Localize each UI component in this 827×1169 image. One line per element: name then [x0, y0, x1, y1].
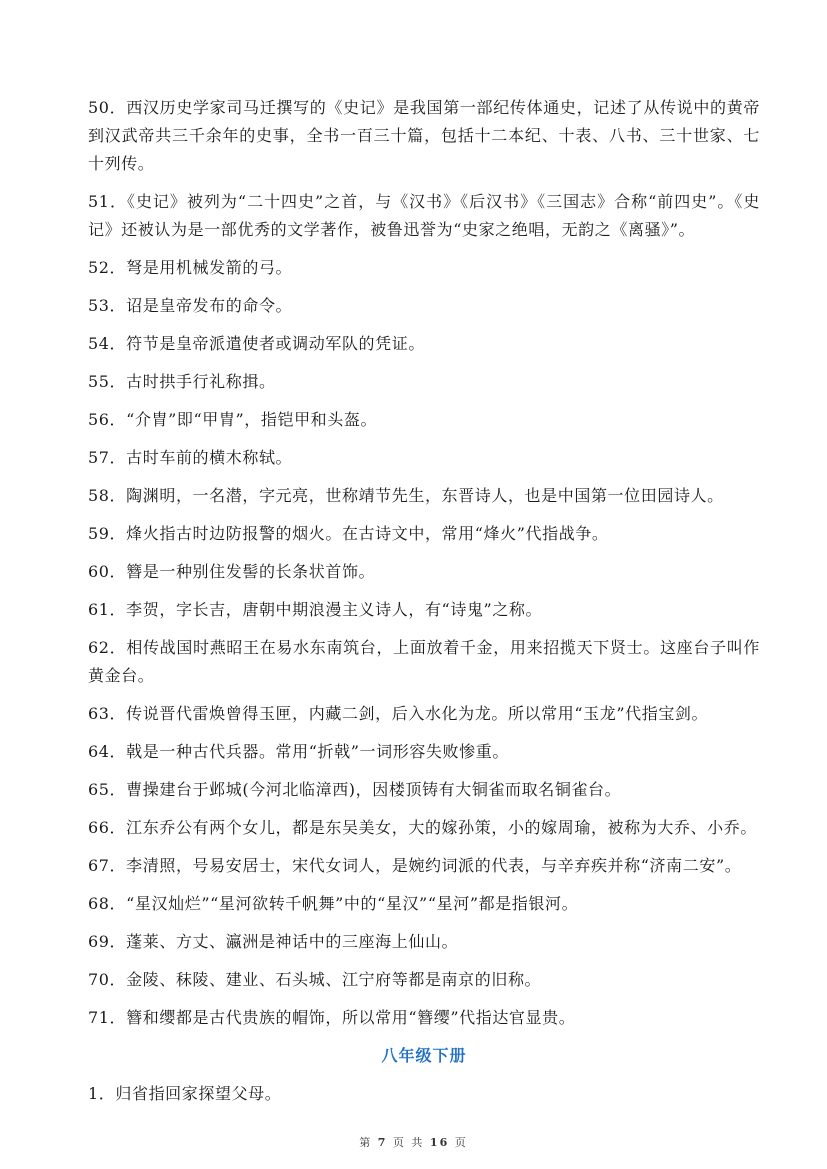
list-item: 58．陶渊明，一名潜，字元亮，世称靖节先生，东晋诗人，也是中国第一位田园诗人。	[88, 486, 724, 505]
list-item: 71．簪和缨都是古代贵族的帽饰，所以常用“簪缨”代指达官显贵。	[88, 1008, 576, 1027]
list-item: 57．古时车前的横木称轼。	[88, 448, 293, 467]
list-item: 1．归省指回家探望父母。	[88, 1084, 282, 1103]
list-item: 61．李贺，字长吉，唐朝中期浪漫主义诗人，有“诗鬼”之称。	[88, 600, 543, 619]
footer-page-number: 7	[377, 1136, 388, 1149]
list-item: 56．“介胄”即“甲胄”，指铠甲和头盔。	[88, 410, 378, 429]
list-item: 54．符节是皇帝派遣使者或调动军队的凭证。	[88, 334, 425, 353]
list-item: 70．金陵、秣陵、建业、石头城、江宁府等都是南京的旧称。	[88, 970, 542, 989]
list-item: 64．戟是一种古代兵器。常用“折戟”一词形容失败惨重。	[88, 742, 509, 761]
footer-suffix: 页	[454, 1136, 468, 1149]
item-list-top	[88, 94, 760, 1032]
list-item: 67．李清照，号易安居士，宋代女词人，是婉约词派的代表，与辛弃疾并称“济南二安”。	[88, 856, 742, 875]
footer-prefix: 第	[359, 1136, 373, 1149]
list-item: 63．传说晋代雷焕曾得玉匣，内藏二剑，后入水化为龙。所以常用“玉龙”代指宝剑。	[88, 704, 709, 723]
list-item: 65．曹操建台于邺城(今河北临漳西)，因楼顶铸有大铜雀而取名铜雀台。	[88, 780, 622, 799]
list-item: 69．蓬莱、方丈、瀛洲是神话中的三座海上仙山。	[88, 932, 459, 951]
list-item: 60．簪是一种别住发髻的长条状首饰。	[88, 562, 376, 581]
footer-middle: 页 共	[392, 1136, 425, 1149]
list-item: 59．烽火指古时边防报警的烟火。在古诗文中，常用“烽火”代指战争。	[88, 524, 609, 543]
list-item: 62．相传战国时燕昭王在易水东南筑台，上面放着千金，用来招揽天下贤士。这座台子叫作黄金台。	[88, 638, 760, 685]
list-item: 50．西汉历史学家司马迁撰写的《史记》是我国第一部纪传体通史，记述了从传说中的黄帝到汉武帝共三千余年的史事，全书一百三十篇，包括十二本纪、十表、八书、三十世家、七十列传。	[88, 98, 760, 173]
item-list-bottom	[88, 1080, 760, 1108]
list-item: 53．诏是皇帝发布的命令。	[88, 296, 293, 315]
list-item: 55．古时拱手行礼称揖。	[88, 372, 276, 391]
list-item: 51．《史记》被列为“二十四史”之首，与《汉书》《后汉书》《三国志》合称“前四史”。《史记》还被认为是一部优秀的文学著作，被鲁迅誉为“史家之绝唱，无韵之《离骚》”。	[88, 192, 760, 239]
footer-total-pages: 16	[429, 1136, 450, 1149]
document-body	[88, 94, 760, 1118]
list-item: 66．江东乔公有两个女儿，都是东吴美女，大的嫁孙策，小的嫁周瑜，被称为大乔、小乔。	[88, 818, 757, 837]
section-title: 八年级下册	[381, 1046, 467, 1065]
list-item: 52．弩是用机械发箭的弓。	[88, 258, 293, 277]
list-item: 68．“星汉灿烂”“星河欲转千帆舞”中的“星汉”“星河”都是指银河。	[88, 894, 579, 913]
page-footer	[0, 1134, 827, 1150]
